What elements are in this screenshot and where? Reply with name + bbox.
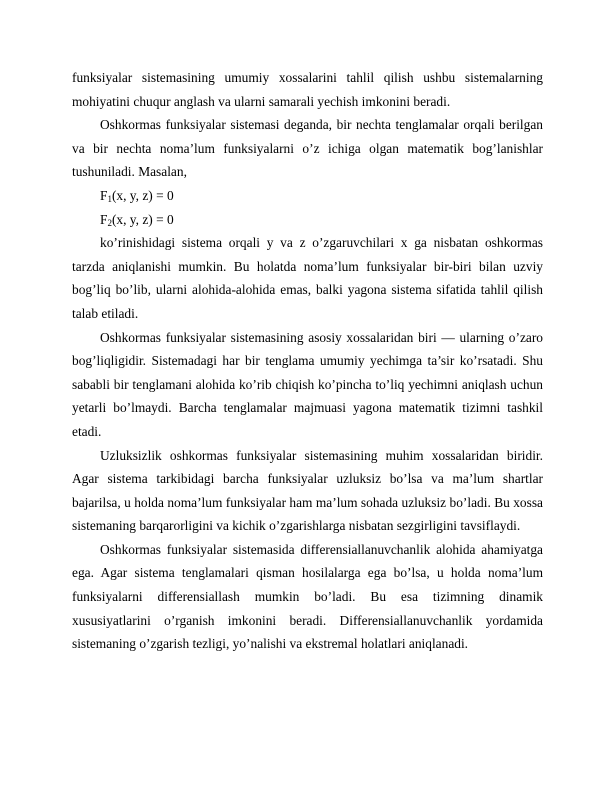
paragraph-continuation: funksiyalar sistemasining umumiy xossalarini tahlil qilish ushbu sistemalarning mohiyatini chuqur anglash va ularni samarali yechish imkonini beradi. xyxy=(72,70,543,109)
paragraph-differentiability: Oshkormas funksiyalar sistemasida differensiallanuvchanlik alohida ahamiyatga ega. Agar sistema tenglamalari qisman hosilalarga ega bo’lsa, u holda noma’lum funksiyalarni differensiallash mumkin bo’ladi. Bu esa tizimning dinamik xususiyatlarini o’rganish imkonini beradi. Differensiallanuvchanlik yordamida sistemaning o’zgarish tezligi, yo’nalishi va ekstremal holatlari aniqlanadi. xyxy=(72,541,543,652)
paragraph-continuity: Uzluksizlik oshkormas funksiyalar sistemasining muhim xossalaridan biridir. Agar sistema tarkibidagi barcha funksiyalar uzluksiz bo’lsa va ma’lum shartlar bajarilsa, u holda noma’lum funksiyalar ham ma’lum sohada uzluksiz bo’ladi. Bu xossa sistemaning barqarorligini va kichik o’zgarishlarga nisbatan sezgirligini tavsiflaydi. xyxy=(72,447,543,534)
formula-expression: (x, y, z) = 0 xyxy=(111,211,174,227)
formula-letter: F xyxy=(100,211,108,227)
paragraph-interdependence: Oshkormas funksiyalar sistemasining asosiy xossalaridan biri — ularning o’zaro bog’liqligidir. Sistemadagi har bir tenglama umumiy yechimga ta’sir ko’rsatadi. Shu sababli bir tenglamani alohida ko’rib chiqish ko’pincha to’liq yechimni aniqlash uchun yetarli bo’lmaydi. Barcha tenglamalar majmuasi yagona matematik tizimni tashkil etadi. xyxy=(72,329,543,439)
formula-index: 1 xyxy=(107,193,112,204)
paragraph-system-form: ko’rinishidagi sistema orqali y va z o’zgaruvchilari x ga nisbatan oshkormas tarzda aniqlanishi mumkin. Bu holatda noma’lum funksiyalar bir-biri bilan uzviy bog’liq bo’lib, ularni alohida-alohida emas, balki yagona sistema sifatida tahlil qilish talab etiladi. xyxy=(72,235,543,321)
formula-expression: (x, y, z) = 0 xyxy=(111,187,174,203)
formula-2 xyxy=(72,208,543,232)
formula-1 xyxy=(72,184,543,208)
formula-index: 2 xyxy=(107,217,112,228)
formula-letter: F xyxy=(100,187,108,203)
paragraph-definition: Oshkormas funksiyalar sistemasi deganda, bir nechta tenglamalar orqali berilgan va bir nechta noma’lum funksiyalarni o’z ichiga olgan matematik bog’lanishlar tushuniladi. Masalan, xyxy=(72,117,543,180)
document-page xyxy=(72,66,543,656)
